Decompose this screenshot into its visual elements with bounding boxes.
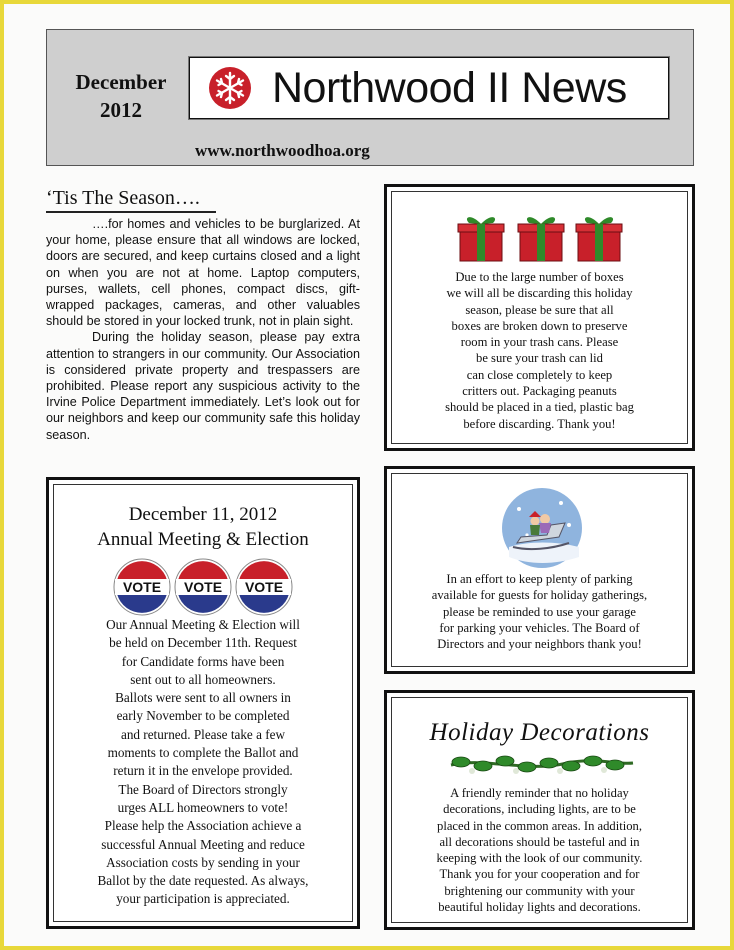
- text-line: brightening our community with your: [444, 883, 635, 898]
- text-line: The Board of Directors strongly: [118, 781, 288, 797]
- decorations-text: [387, 785, 692, 915]
- website-link[interactable]: www.northwoodhoa.org: [195, 141, 370, 160]
- text-line: be held on December 11th. Request: [109, 635, 297, 651]
- text-line: available for guests for holiday gatherings,: [431, 588, 648, 603]
- text-line: we will all be discarding this holiday: [446, 286, 633, 301]
- text-line: please be reminded to use your garage: [442, 604, 637, 619]
- text-line: Thank you for your cooperation and for: [439, 867, 640, 882]
- boxes-panel: [384, 184, 695, 451]
- decorations-panel: [384, 690, 695, 930]
- text-line: Our Annual Meeting & Election will: [106, 617, 300, 632]
- text-line: return it in the envelope provided.: [113, 763, 293, 779]
- vote-badge-text: VOTE: [122, 579, 162, 595]
- season-paragraph-2: During the holiday season, please pay extra attention to strangers in our community. Our Association is considered private property and trespassers are prohibited. Please report any suspicious activity to the Irvine Police Department immediately. Let’s look out for our neighbors and keep our community safe this holiday season.: [46, 330, 360, 442]
- text-line: In an effort to keep plenty of parking: [446, 572, 633, 586]
- parking-text: [387, 571, 692, 652]
- decorations-title: Holiday Decorations: [429, 719, 650, 746]
- sleigh-icon: [499, 485, 585, 571]
- text-line: room in your trash cans. Please: [460, 335, 619, 350]
- meeting-title: [49, 502, 357, 552]
- text-line: Due to the large number of boxes: [455, 270, 624, 284]
- issue-date: [55, 68, 187, 124]
- gift-box-icon: [517, 213, 565, 263]
- text-line: your participation is appreciated.: [116, 891, 290, 907]
- text-line: decorations, including lights, are to be: [443, 802, 636, 817]
- text-line: moments to complete the Ballot and: [107, 745, 299, 761]
- text-line: and returned. Please take a few: [120, 726, 286, 742]
- season-article-title: ‘Tis The Season….: [46, 187, 200, 209]
- vote-badge-icon: [235, 558, 293, 616]
- text-line: should be placed in a tied, plastic bag: [445, 400, 634, 415]
- vote-badge-text: VOTE: [183, 579, 223, 595]
- meeting-heading: Annual Meeting & Election: [97, 529, 309, 550]
- text-line: season, please be sure that all: [465, 302, 614, 317]
- text-line: critters out. Packaging peanuts: [462, 384, 617, 399]
- text-line: sent out to all homeowners.: [130, 671, 276, 687]
- text-line: be sure your trash can lid: [476, 351, 603, 366]
- gift-box-icon: [457, 213, 505, 263]
- title-underline: [46, 211, 216, 213]
- text-line: Ballot by the date requested. As always,: [97, 873, 309, 889]
- newsletter-title: Northwood II News: [272, 64, 627, 112]
- parking-panel: [384, 466, 695, 674]
- season-article-body: [46, 216, 360, 443]
- text-line: for Candidate forms have been: [121, 653, 285, 669]
- text-line: before discarding. Thank you!: [463, 416, 616, 431]
- season-paragraph-1: ….for homes and vehicles to be burglarized. At your home, please ensure that all windows are locked, doors are secured, and keep curtains closed and a light on when you are not at home. Laptop computers, purses, wallets, cell phones, compact discs, gift-wrapped packages, cameras, and other valuables should be stored in your locked trunk, not in plain sight.: [46, 217, 360, 329]
- text-line: for parking your vehicles. The Board of: [439, 620, 640, 635]
- text-line: Directors and your neighbors thank you!: [437, 637, 642, 652]
- text-line: all decorations should be tasteful and in: [439, 834, 640, 849]
- text-line: Association costs by sending in your: [106, 854, 300, 870]
- title-box: [189, 57, 669, 119]
- text-line: boxes are broken down to preserve: [451, 318, 628, 333]
- garland-icon: [447, 749, 637, 779]
- text-line: urges ALL homeowners to vote!: [117, 799, 289, 815]
- meeting-text: [49, 616, 357, 909]
- snowflake-icon: [208, 66, 252, 110]
- gift-box-icon: [575, 213, 623, 263]
- text-line: Please help the Association achieve a: [104, 818, 302, 834]
- text-line: Ballots were sent to all owners in: [115, 690, 291, 706]
- text-line: can close completely to keep: [466, 367, 613, 382]
- text-line: placed in the common areas. In addition,: [437, 818, 642, 833]
- vote-badge-text: VOTE: [244, 579, 284, 595]
- vote-badge-icon: [174, 558, 232, 616]
- annual-meeting-panel: [46, 477, 360, 929]
- text-line: early November to be completed: [116, 708, 290, 724]
- text-line: beautiful holiday lights and decorations.: [438, 900, 641, 915]
- issue-year: 2012: [100, 98, 142, 122]
- boxes-text: [387, 269, 692, 432]
- text-line: keeping with the look of our community.: [436, 851, 643, 866]
- text-line: A friendly reminder that no holiday: [450, 786, 629, 800]
- meeting-date: December 11, 2012: [128, 504, 278, 525]
- vote-badge-icon: [113, 558, 171, 616]
- masthead: [46, 29, 694, 166]
- issue-month: December: [75, 70, 167, 94]
- text-line: successful Annual Meeting and reduce: [101, 836, 305, 852]
